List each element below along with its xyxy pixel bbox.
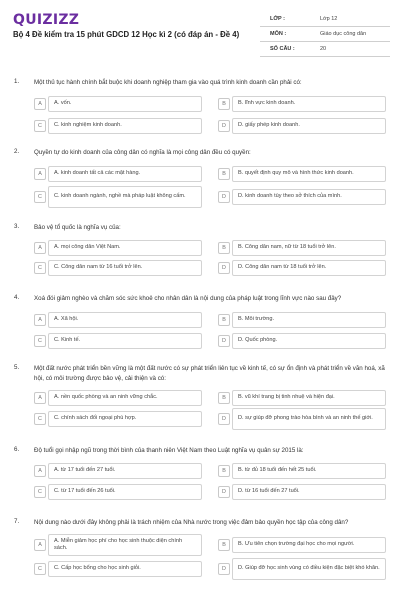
question-text: Quyền tự do kinh doanh của công dân có nghĩa là mọi công dân đều có quyền: — [34, 149, 251, 156]
quizizz-logo: QUIZIZZ — [13, 12, 80, 28]
question-text: Xoá đói giảm nghèo và chăm sóc sức khoẻ cho nhân dân là nội dung của pháp luật trong lĩnh vực nào sau đây? — [34, 295, 342, 302]
option-text: C. kinh nghiệm kinh doanh. — [48, 118, 202, 134]
option-text: C. kinh doanh ngành, nghề mà pháp luật không cấm. — [48, 186, 202, 208]
option-letter: D — [218, 120, 230, 132]
meta-label: LỚP : — [270, 16, 285, 22]
option-text: D. giấy phép kinh doanh. — [232, 118, 386, 134]
option-d[interactable] — [218, 408, 386, 430]
option-letter: C — [34, 120, 46, 132]
option-text: A. từ 17 tuổi đến 27 tuổi. — [48, 463, 202, 479]
option-letter: B — [218, 465, 230, 477]
meta-row-subject — [260, 27, 390, 42]
option-letter: D — [218, 191, 230, 203]
option-letter: B — [218, 98, 230, 110]
meta-value: Giáo dục công dân — [320, 31, 367, 37]
meta-label: SỐ CÂU : — [270, 46, 295, 52]
option-d[interactable] — [218, 333, 386, 349]
option-text: D. Quốc phòng. — [232, 333, 386, 349]
question-text: Một thủ tục hành chính bắt buộc khi doanh nghiệp tham gia vào quá trình kinh doanh cần phải có: — [34, 79, 302, 86]
option-text: D. Công dân nam từ 18 tuổi trở lên. — [232, 260, 386, 276]
question-text: Nội dung nào dưới đây không phải là trách nhiệm của Nhà nước trong việc đảm bảo quyền học tập của công dân? — [34, 519, 349, 526]
option-c[interactable] — [34, 118, 202, 134]
option-text: D. kinh doanh tùy theo sở thích của mình. — [232, 189, 386, 205]
meta-table — [260, 12, 390, 57]
option-d[interactable] — [218, 558, 386, 580]
option-text: B. quyết định quy mô và hình thức kinh doanh. — [232, 166, 386, 182]
option-text: B. Ưu tiên chọn trường đại học cho mọi người. — [232, 537, 386, 553]
option-letter: B — [218, 392, 230, 404]
option-text: A. Miễn giảm học phí cho học sinh thuộc diện chính sách. — [48, 534, 202, 556]
option-b[interactable] — [218, 390, 386, 406]
worksheet-header — [0, 0, 400, 62]
option-letter: C — [34, 413, 46, 425]
meta-value: Lớp 12 — [320, 16, 338, 22]
option-letter: B — [218, 314, 230, 326]
option-b[interactable] — [218, 96, 386, 112]
option-b[interactable] — [218, 240, 386, 256]
option-letter: C — [34, 563, 46, 575]
option-c[interactable] — [34, 260, 202, 276]
option-text: A. vốn. — [48, 96, 202, 112]
option-b[interactable] — [218, 463, 386, 479]
option-text: B. lĩnh vực kinh doanh. — [232, 96, 386, 112]
option-b[interactable] — [218, 537, 386, 553]
option-letter: C — [34, 262, 46, 274]
option-a[interactable] — [34, 166, 202, 182]
question-number: 1. — [14, 78, 20, 85]
option-d[interactable] — [218, 118, 386, 134]
question-number: 4. — [14, 294, 20, 301]
option-b[interactable] — [218, 166, 386, 182]
worksheet-title: Bộ 4 Đề kiểm tra 15 phút GDCD 12 Học kì 2 (có đáp án - Đề 4) — [13, 30, 240, 39]
option-a[interactable] — [34, 312, 202, 328]
option-letter: D — [218, 486, 230, 498]
option-letter: D — [218, 563, 230, 575]
option-letter: B — [218, 539, 230, 551]
option-letter: D — [218, 413, 230, 425]
option-text: C. từ 17 tuổi đến 26 tuổi. — [48, 484, 202, 500]
option-letter: C — [34, 335, 46, 347]
option-letter: C — [34, 486, 46, 498]
question-number: 2. — [14, 148, 20, 155]
option-text: A. kinh doanh tất cả các mặt hàng. — [48, 166, 202, 182]
question-text: Bảo vệ tổ quốc là nghĩa vụ của: — [34, 224, 121, 231]
option-letter: A — [34, 98, 46, 110]
option-c[interactable] — [34, 333, 202, 349]
option-letter: A — [34, 168, 46, 180]
option-text: B. từ đủ 18 tuổi đến hết 25 tuổi. — [232, 463, 386, 479]
option-text: C. Cấp học bổng cho học sinh giỏi. — [48, 561, 202, 577]
option-text: C. chính sách đối ngoại phù hợp. — [48, 411, 202, 427]
option-letter: D — [218, 262, 230, 274]
option-text: A. nền quốc phòng và an ninh vững chắc. — [48, 390, 202, 406]
question-text: Một đất nước phát triển bền vững là một đất nước có sự phát triển liên tục về kinh tế, có sự ổn định và phát triển về văn hoá, xã hội, có môi trường được bảo vệ, cải thiện và có: — [34, 365, 385, 382]
option-d[interactable] — [218, 484, 386, 500]
option-letter: A — [34, 539, 46, 551]
option-text: D. Giúp đỡ học sinh vùng có điều kiện đặc biệt khó khăn. — [232, 558, 386, 580]
option-text: D. từ 16 tuổi đến 27 tuổi. — [232, 484, 386, 500]
option-text: A. mọi công dân Việt Nam. — [48, 240, 202, 256]
option-text: C. Công dân nam từ 16 tuổi trở lên. — [48, 260, 202, 276]
question-number: 7. — [14, 518, 20, 525]
option-c[interactable] — [34, 484, 202, 500]
question-number: 3. — [14, 223, 20, 230]
option-b[interactable] — [218, 312, 386, 328]
option-text: A. Xã hội. — [48, 312, 202, 328]
option-c[interactable] — [34, 186, 202, 208]
meta-row-class — [260, 12, 390, 27]
question-number: 6. — [14, 446, 20, 453]
option-letter: B — [218, 168, 230, 180]
option-a[interactable] — [34, 534, 202, 556]
option-a[interactable] — [34, 390, 202, 406]
meta-value: 20 — [320, 46, 327, 52]
option-c[interactable] — [34, 561, 202, 577]
option-letter: D — [218, 335, 230, 347]
option-d[interactable] — [218, 260, 386, 276]
option-a[interactable] — [34, 240, 202, 256]
option-a[interactable] — [34, 96, 202, 112]
option-text: D. sự giúp đỡ phong trào hòa bình và an ninh thế giới. — [232, 408, 386, 430]
option-letter: A — [34, 465, 46, 477]
option-text: B. vũ khí trang bị tinh nhuệ và hiện đại. — [232, 390, 386, 406]
option-letter: A — [34, 314, 46, 326]
option-a[interactable] — [34, 463, 202, 479]
option-text: B. Công dân nam, nữ từ 18 tuổi trở lên. — [232, 240, 386, 256]
option-letter: B — [218, 242, 230, 254]
question-number: 5. — [14, 364, 20, 371]
option-letter: A — [34, 242, 46, 254]
option-c[interactable] — [34, 411, 202, 427]
meta-label: MÔN : — [270, 31, 287, 37]
meta-row-count — [260, 42, 390, 57]
question-text: Độ tuổi gọi nhập ngũ trong thời bình của thanh niên Việt Nam theo Luật nghĩa vụ quân sự 2015 là: — [34, 447, 304, 454]
option-text: B. Môi trường. — [232, 312, 386, 328]
option-d[interactable] — [218, 189, 386, 205]
option-text: C. Kinh tế. — [48, 333, 202, 349]
option-letter: A — [34, 392, 46, 404]
option-letter: C — [34, 191, 46, 203]
